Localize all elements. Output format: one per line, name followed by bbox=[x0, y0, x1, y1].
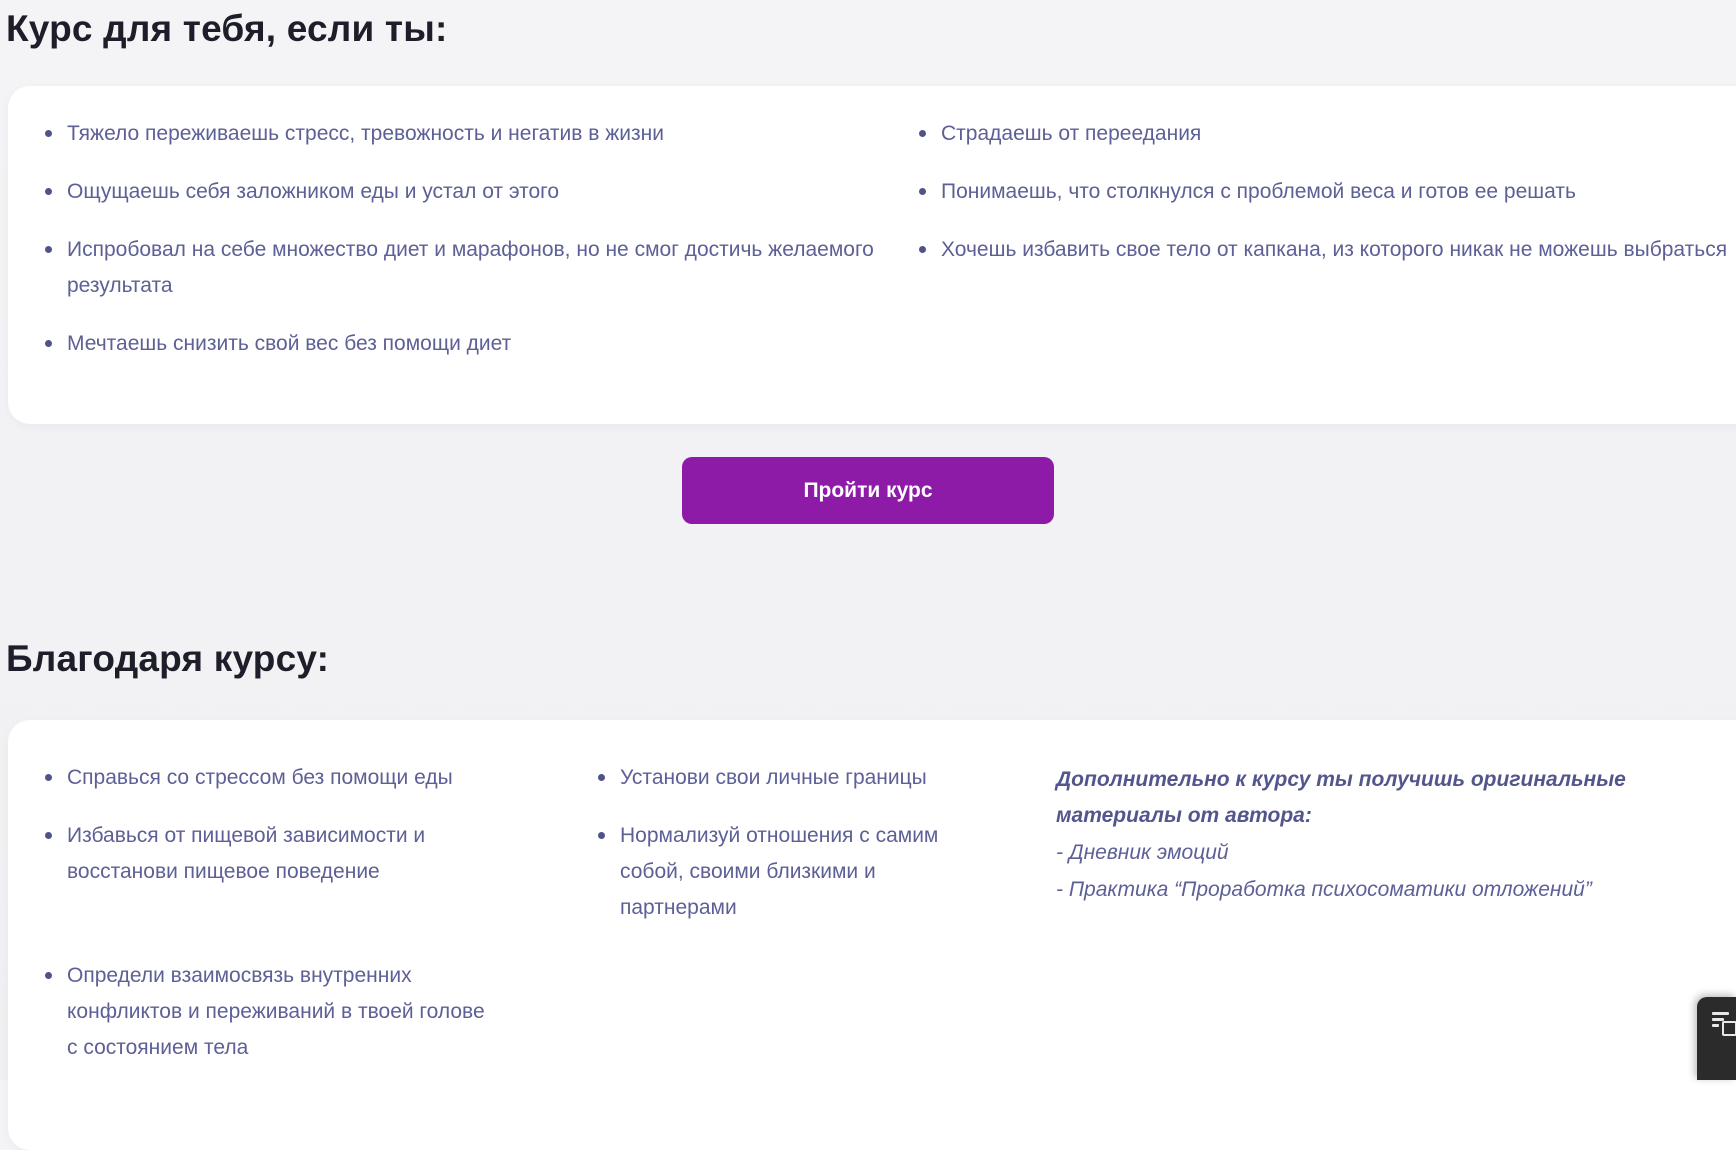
take-course-button[interactable]: Пройти курс bbox=[682, 457, 1054, 524]
benefit-item: Избавься от пищевой зависимости и восстанови пищевое поведение bbox=[42, 818, 499, 890]
audience-list-right bbox=[916, 116, 1736, 362]
reading-list-icon bbox=[1712, 1012, 1736, 1036]
extension-overlay-button[interactable] bbox=[1697, 997, 1736, 1080]
cta-row bbox=[0, 424, 1736, 524]
audience-card bbox=[8, 86, 1736, 424]
audience-section bbox=[0, 0, 1736, 524]
benefits-list-col1 bbox=[42, 760, 595, 1080]
audience-item: Хочешь избавить свое тело от капкана, из которого никак не можешь выбраться bbox=[916, 232, 1736, 268]
benefit-item: Нормализуй отношения с самим собой, своими близкими и партнерами bbox=[595, 818, 976, 926]
audience-list-left bbox=[42, 116, 916, 362]
benefits-extras bbox=[1056, 760, 1671, 1080]
audience-item: Мечтаешь снизить свой вес без помощи диет bbox=[42, 326, 882, 362]
benefit-item: Определи взаимосвязь внутренних конфликтов и переживаний в твоей голове с состоянием тела bbox=[42, 958, 499, 1066]
benefits-section-title: Благодаря курсу: bbox=[6, 638, 330, 679]
audience-item: Понимаешь, что столкнулся с проблемой веса и готов ее решать bbox=[916, 174, 1736, 210]
benefits-list-col2 bbox=[595, 760, 1056, 1080]
benefit-item: Установи свои личные границы bbox=[595, 760, 976, 796]
benefit-item: Справься со стрессом без помощи еды bbox=[42, 760, 499, 796]
audience-item: Страдаешь от переедания bbox=[916, 116, 1736, 152]
audience-item: Тяжело переживаешь стресс, тревожность и негатив в жизни bbox=[42, 116, 882, 152]
audience-item: Ощущаешь себя заложником еды и устал от этого bbox=[42, 174, 882, 210]
extras-intro-text: Дополнительно к курсу ты получишь оригинальные материалы от автора: bbox=[1056, 768, 1626, 827]
benefits-card bbox=[8, 720, 1736, 1150]
benefits-section bbox=[0, 636, 1736, 1150]
audience-item: Испробовал на себе множество диет и марафонов, но не смог достичь желаемого результата bbox=[42, 232, 882, 304]
extras-item: - Практика “Проработка психосоматики отложений” bbox=[1056, 878, 1592, 901]
extras-item: - Дневник эмоций bbox=[1056, 841, 1229, 864]
audience-section-title: Курс для тебя, если ты: bbox=[6, 8, 448, 49]
